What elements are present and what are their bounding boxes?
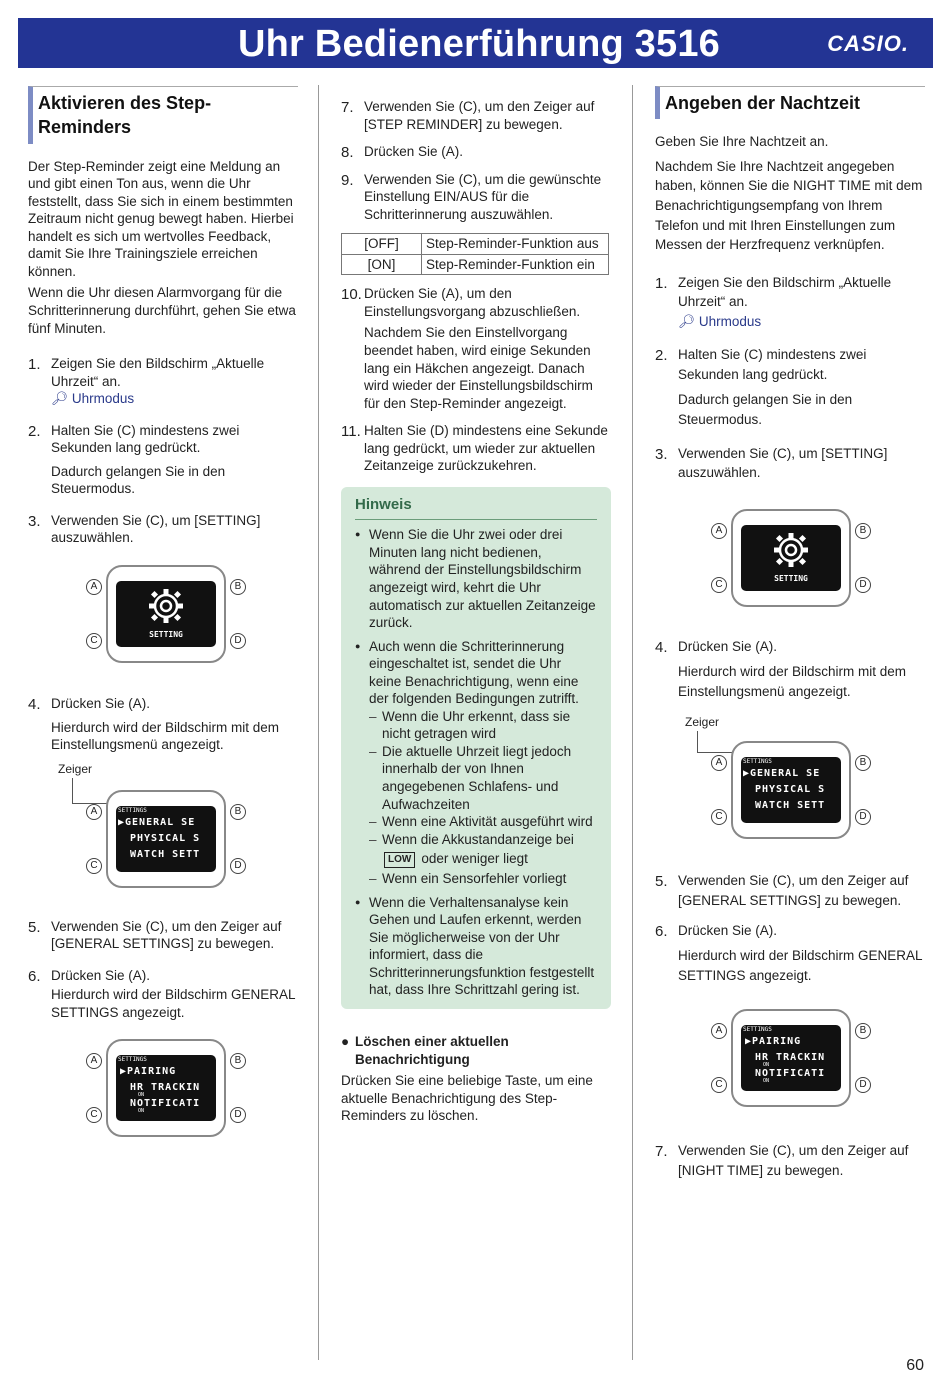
watch-display (116, 1055, 216, 1121)
button-c-marker: C (86, 858, 102, 874)
option-key: [ON] (342, 254, 422, 275)
button-d-marker: D (855, 809, 871, 825)
step-subtext: Nachdem Sie den Einstellvorgang beendet haben, wird einige Sekunden lang ein Häkchen angezeigt. Danach wird wieder der Einstellungsbildschirm für den Step-Reminder angezeigt. (364, 325, 593, 411)
step-3 (28, 512, 298, 547)
button-b-marker: B (855, 1023, 871, 1039)
link-label: Uhrmodus (71, 391, 135, 407)
link-label: Uhrmodus (698, 313, 762, 329)
button-d-marker: D (855, 1077, 871, 1093)
button-c-marker: C (86, 1107, 102, 1123)
note-bullet: ● Wenn Sie die Uhr zwei oder drei Minuten lang nicht bedienen, während der Einstellungsbildschirm angezeigt wird, kehrt die Uhr automatisch zur aktuellen Zeitanzeige zurück. (355, 526, 597, 631)
step-text: Drücken Sie (A). (51, 695, 151, 711)
step-9 (341, 171, 611, 224)
button-d-marker: D (855, 577, 871, 593)
step-subtext: Dadurch gelangen Sie in den Steuermodus. (51, 463, 226, 497)
menu-row: WATCH SETT (130, 848, 201, 860)
step-number: 2. (655, 347, 668, 365)
button-c-marker: C (711, 577, 727, 593)
step-5 (28, 918, 298, 953)
menu-row: PHYSICAL S (130, 832, 201, 844)
brand-logo: CASIO. (827, 31, 909, 56)
step-8 (341, 143, 611, 161)
step-text: Verwenden Sie (C), um den Zeiger auf [NIGHT TIME] zu bewegen. (678, 1143, 909, 1178)
step-number: 3. (655, 445, 668, 463)
step-number: 11. (341, 423, 361, 441)
subsection-text: Drücken Sie eine beliebige Taste, um eine aktuelle Benachrichtigung des Step-Reminders zu löschen. (341, 1073, 593, 1124)
column-divider (318, 85, 319, 1360)
note-condition: – Wenn eine Aktivität ausgeführt wird (369, 813, 597, 831)
note-bullet-text: ● Auch wenn die Schritterinnerung eingeschaltet ist, sendet die Uhr keine Benachrichtigung, wenn eine der folgenden Bedingungen zutrifft. (369, 638, 579, 707)
step-text: Zeigen Sie den Bildschirm „Aktuelle Uhrzeit“ an. (678, 274, 892, 310)
step-text: Verwenden Sie (C), um [SETTING] auszuwählen. (51, 512, 261, 546)
step-subtext: Hierdurch wird der Bildschirm GENERAL SETTINGS angezeigt. (51, 987, 296, 1020)
display-header: SETTINGS (743, 1026, 772, 1034)
section-title: Aktivieren des Step-Reminders (28, 86, 298, 144)
column-left (28, 80, 298, 1139)
display-header: SETTINGS (743, 758, 772, 766)
step-number: 10. (341, 286, 362, 304)
step-7 (341, 98, 611, 133)
step-text: Halten Sie (D) mindestens eine Sekunde lang gedrückt, um wieder zur aktuellen Zeitanzeige zurückzukehren. (364, 423, 608, 474)
step-3 (655, 444, 925, 483)
step-number: 1. (28, 356, 41, 374)
button-c-marker: C (711, 1077, 727, 1093)
step-1 (28, 355, 298, 408)
watch-illustration-general (86, 1039, 246, 1139)
watch-display (741, 1025, 841, 1091)
step-7 (655, 1141, 925, 1180)
step-11 (341, 422, 611, 475)
column-divider (632, 85, 633, 1360)
display-header: SETTINGS (118, 806, 147, 814)
options-table (341, 233, 609, 275)
section-title: Angeben der Nachtzeit (655, 86, 925, 119)
step-number: 5. (655, 873, 668, 891)
step-text: Halten Sie (C) mindestens zwei Sekunden lang gedrückt. (678, 347, 867, 382)
page-title: Uhr Bedienerführung 3516 (238, 23, 721, 65)
button-d-marker: D (230, 1107, 246, 1123)
menu-row: ▶PAIRING (120, 1066, 177, 1078)
table-row (342, 254, 609, 275)
menu-row: WATCH SETT (755, 800, 826, 812)
status-on: ON (138, 1108, 145, 1115)
step-2 (28, 422, 298, 498)
menu-row: HR TRACKIN (755, 1052, 826, 1064)
menu-row: NOTIFICATI (755, 1068, 826, 1080)
step-text: Halten Sie (C) mindestens zwei Sekunden lang gedrückt. (51, 422, 240, 456)
condition-text: – Wenn die Akkustandanzeige bei (382, 831, 574, 847)
note-heading: Hinweis (355, 495, 597, 521)
step-number: 3. (28, 512, 41, 530)
button-a-marker: A (711, 523, 727, 539)
display-header: SETTINGS (118, 1056, 147, 1064)
display-caption: SETTING (149, 629, 183, 639)
menu-row: ▶PAIRING (745, 1036, 802, 1048)
uhrmodus-link[interactable] (678, 312, 925, 332)
step-10 (341, 285, 611, 412)
option-desc: Step-Reminder-Funktion aus (422, 234, 609, 255)
step-6 (28, 967, 298, 1022)
step-subtext: Hierdurch wird der Bildschirm GENERAL SETTINGS angezeigt. (678, 948, 923, 983)
gear-icon (773, 530, 809, 570)
watch-display (116, 806, 216, 872)
step-text: Drücken Sie (A). (364, 144, 464, 160)
watch-display (741, 757, 841, 823)
note-box (341, 487, 611, 1009)
step-text: Verwenden Sie (C), um den Zeiger auf [STEP REMINDER] zu bewegen. (364, 99, 595, 132)
status-on: ON (138, 1092, 145, 1099)
option-key: [OFF] (342, 234, 422, 255)
uhrmodus-link[interactable] (51, 390, 298, 408)
button-b-marker: B (230, 1053, 246, 1069)
watch-display (741, 525, 841, 591)
menu-row: ▶GENERAL SE (118, 816, 196, 828)
intro-text: Wenn die Uhr diesen Alarmvorgang für die Schritterinnerung durchführt, gehen Sie etwa fünf Minuten. (28, 285, 296, 336)
note-condition: – Wenn ein Sensorfehler vorliegt (369, 870, 597, 888)
step-2 (655, 345, 925, 429)
step-subtext: Hierdurch wird der Bildschirm mit dem Einstellungsmenü angezeigt. (678, 664, 907, 699)
watch-illustration-menu (685, 715, 871, 841)
step-subtext: Dadurch gelangen Sie in den Steuermodus. (678, 392, 853, 428)
pointer-label: Zeiger (685, 715, 720, 730)
menu-row: PHYSICAL S (755, 784, 826, 796)
button-a-marker: A (711, 1023, 727, 1039)
search-icon: 🔎︎ (51, 391, 69, 407)
option-desc: Step-Reminder-Funktion ein (422, 254, 609, 275)
watch-illustration-setting (711, 509, 871, 609)
watch-illustration-setting (86, 565, 246, 665)
step-number: 9. (341, 171, 354, 189)
button-d-marker: D (230, 633, 246, 649)
button-b-marker: B (855, 523, 871, 539)
step-number: 2. (28, 422, 41, 440)
menu-row: ▶GENERAL SE (743, 768, 821, 780)
step-text: Verwenden Sie (C), um den Zeiger auf [GENERAL SETTINGS] zu bewegen. (51, 918, 282, 952)
step-4 (28, 695, 298, 754)
intro-text: Der Step-Reminder zeigt eine Meldung an und gibt einen Ton aus, wenn die Uhr feststellt, dass Sie sich in einem bestimmten Zeitraum nicht genug bewegt haben. Hierbei handelt es sich um wertvolles Feedback, damit Sie Ihre Trainingsziele erreichen können. (28, 158, 294, 279)
note-condition (369, 831, 597, 869)
button-a-marker: A (711, 755, 727, 771)
step-number: 7. (341, 99, 354, 116)
gear-icon (148, 586, 184, 626)
low-battery-icon: LOW (384, 852, 415, 868)
column-right (655, 80, 925, 1180)
step-1 (655, 273, 925, 332)
display-caption: SETTING (774, 573, 808, 583)
step-4 (655, 637, 925, 702)
table-row (342, 234, 609, 255)
step-5 (655, 871, 925, 910)
pointer-label: Zeiger (58, 761, 93, 776)
step-number: 6. (655, 922, 668, 940)
step-number: 7. (655, 1143, 668, 1161)
step-number: 4. (28, 695, 41, 713)
page-number: 60 (906, 1357, 924, 1374)
button-b-marker: B (230, 804, 246, 820)
step-text: Drücken Sie (A), um den Einstellungsvorgang abzuschließen. (364, 286, 581, 319)
button-b-marker: B (230, 579, 246, 595)
header-banner (18, 18, 933, 68)
button-d-marker: D (230, 858, 246, 874)
step-text: Drücken Sie (A). (678, 922, 778, 938)
watch-illustration-general (711, 1009, 871, 1109)
note-bullet (355, 638, 597, 888)
intro-text: Geben Sie Ihre Nachtzeit an. (655, 134, 829, 150)
subsection-heading: ● Löschen einer aktuellen Benachrichtigung (341, 1033, 611, 1068)
search-icon: 🔎︎ (678, 313, 696, 329)
note-condition: – Die aktuelle Uhrzeit liegt jedoch innerhalb der von Ihnen angegebenen Schlafens- und Aufwachzeiten (369, 743, 597, 813)
step-number: 8. (341, 144, 354, 162)
note-bullet: ● Wenn die Verhaltensanalyse kein Gehen und Laufen erkennt, werden Sie möglicherweise von der Uhr informiert, dass die Schritterinnerungsfunktion festgestellt hat, dass Ihre Schrittzahl gering ist. (355, 894, 597, 999)
note-condition: – Wenn die Uhr erkennt, dass sie nicht getragen wird (369, 708, 597, 743)
step-number: 1. (655, 274, 668, 292)
step-number: 6. (28, 967, 41, 985)
step-text: Verwenden Sie (C), um die gewünschte Einstellung EIN/AUS für die Schritterinnerung auszuwählen. (364, 171, 602, 222)
step-number: 4. (655, 638, 668, 656)
step-number: 5. (28, 918, 41, 936)
step-text: Zeigen Sie den Bildschirm „Aktuelle Uhrzeit“ an. (51, 356, 265, 389)
column-middle (341, 80, 611, 1125)
menu-row: HR TRACKIN (130, 1082, 201, 1094)
step-text: Drücken Sie (A). (678, 638, 778, 654)
status-on: ON (763, 1062, 770, 1069)
step-subtext: Hierdurch wird der Bildschirm mit dem Einstellungsmenü angezeigt. (51, 719, 280, 753)
button-a-marker: A (86, 579, 102, 595)
step-text: Drücken Sie (A). (51, 967, 151, 983)
watch-illustration-menu (58, 761, 246, 890)
button-b-marker: B (855, 755, 871, 771)
watch-display (116, 581, 216, 647)
intro-text: Nachdem Sie Ihre Nachtzeit angegeben haben, können Sie die NIGHT TIME mit dem Benachrichtigungsempfang von Ihrem Telefon und mit Ihren Einstellungen zum Messen der Herzfrequenz verknüpfen. (655, 158, 923, 253)
menu-row: NOTIFICATI (130, 1098, 201, 1110)
button-a-marker: A (86, 804, 102, 820)
step-6 (655, 921, 925, 986)
button-c-marker: C (86, 633, 102, 649)
step-text: Verwenden Sie (C), um den Zeiger auf [GENERAL SETTINGS] zu bewegen. (678, 873, 909, 908)
button-c-marker: C (711, 809, 727, 825)
step-text: Verwenden Sie (C), um [SETTING] auszuwählen. (678, 445, 888, 481)
condition-tail: oder weniger liegt (421, 851, 528, 867)
button-a-marker: A (86, 1053, 102, 1069)
status-on: ON (763, 1078, 770, 1085)
